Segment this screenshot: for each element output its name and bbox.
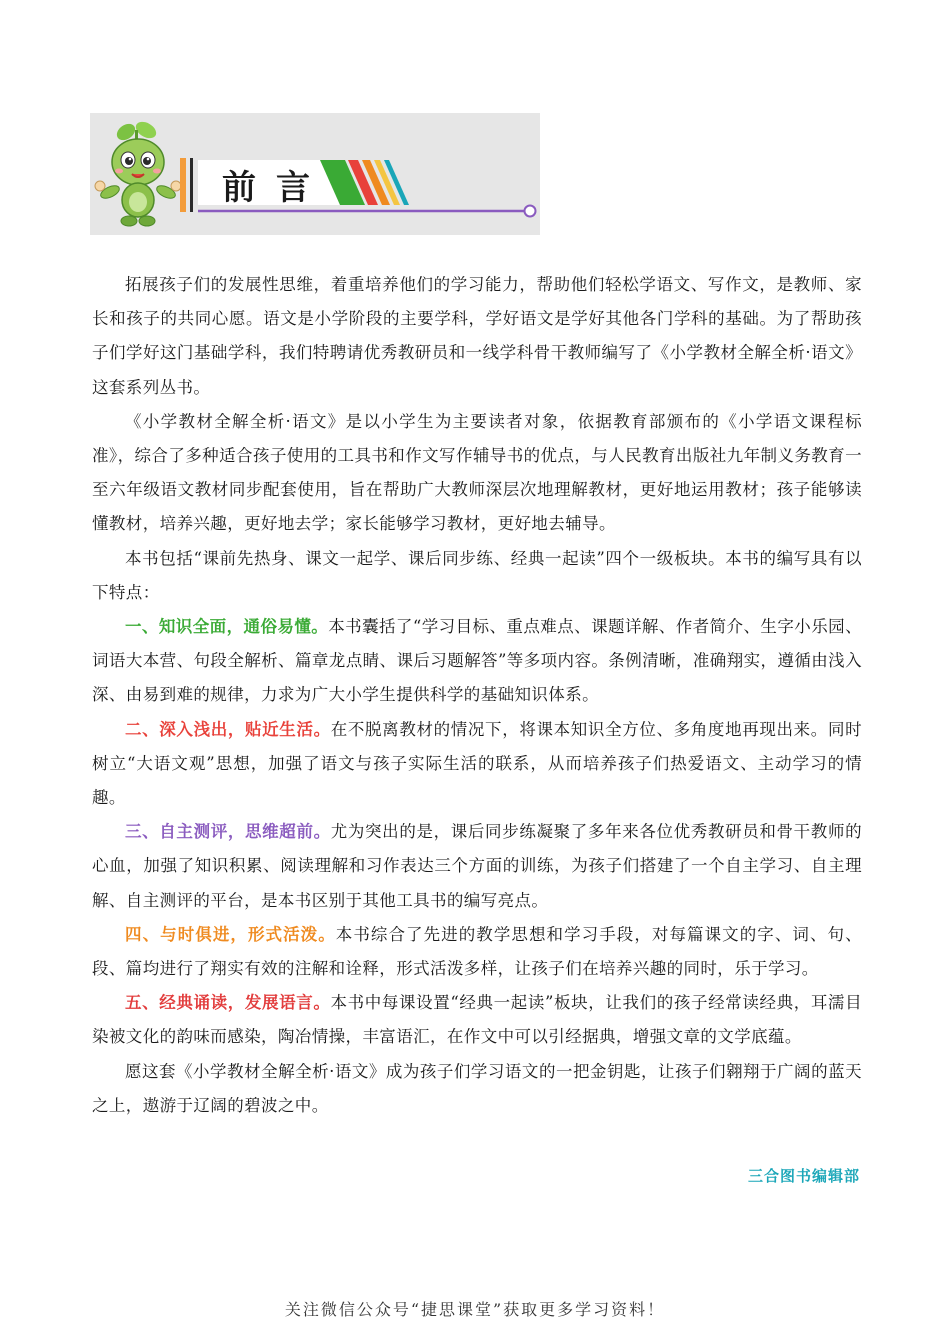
feature-2-heading: 二、深入浅出，贴近生活。 — [125, 719, 331, 739]
paragraph-description: 《小学教材全解全析·语文》是以小学生为主要读者对象，依据教育部颁布的《小学语文课程标准》，综合了多种适合孩子使用的工具书和作文写作辅导书的优点，与人民教育出版社九年制义务教育一至六年级语文教材同步配套使用，旨在帮助广大教师深层次地理解教材，更好地运用教材；孩子能够读懂教材，培养兴趣，更好地去学；家长能够学习教材，更好地去辅导。 — [92, 411, 862, 534]
feature-2-text: 在不脱离教材的情况下，将课本知识全方位、多角度地再现出来。同时树立“大语文观”思想，加强了语文与孩子实际生活的联系，从而培养孩子们热爱语文、主动学习的情趣。 — [92, 719, 862, 808]
feature-4-text: 本书综合了先进的教学思想和学习手段，对每篇课文的字、词、句、段、篇均进行了翔实有效的注解和诠释，形式活泼多样，让孩子们在培养兴趣的同时，乐于学习。 — [92, 924, 862, 979]
feature-5-heading: 五、经典诵读，发展语言。 — [125, 993, 331, 1013]
feature-1-heading: 一、知识全面，通俗易懂。 — [125, 617, 329, 637]
feature-5-text: 本书中每课设置“经典一起读”板块，让我们的孩子经常读经典，耳濡目染被文化的韵味而感染，陶冶情操，丰富语汇，在作文中可以引经据典，增强文章的文学底蕴。 — [92, 993, 862, 1047]
footer-notice: 关注微信公众号“捷思课堂”获取更多学习资料！ — [284, 1300, 666, 1319]
publisher-signature: 三合图书编辑部 — [747, 1167, 860, 1185]
paragraph-feature-2 — [92, 713, 862, 816]
paragraph-structure: 本书包括“课前先热身、课文一起学、课后同步练、经典一起读”四个一级板块。本书的编写具有以下特点： — [92, 548, 862, 602]
paragraph-feature-4 — [92, 918, 862, 986]
feature-4-heading: 四、与时俱进，形式活泼。 — [125, 924, 336, 944]
preface-body — [92, 268, 862, 1123]
feature-3-heading: 三、自主测评，思维超前。 — [125, 822, 331, 842]
feature-1-text: 本书囊括了“学习目标、重点难点、课题详解、作者简介、生字小乐园、词语大本营、句段全解析、篇章龙点睛、课后习题解答”等多项内容。条例清晰，准确翔实，遵循由浅入深、由易到难的规律，力求为广大小学生提供科学的基础知识体系。 — [92, 617, 862, 705]
paragraph-closing: 愿这套《小学教材全解全析·语文》成为孩子们学习语文的一把金钥匙，让孩子们翱翔于广阔的蓝天之上，遨游于辽阔的碧波之中。 — [92, 1061, 862, 1115]
paragraph-feature-5 — [92, 986, 862, 1054]
page-title: 前言 — [222, 168, 330, 208]
paragraph-intro: 拓展孩子们的发展性思维，着重培养他们的学习能力，帮助他们轻松学语文、写作文，是教师、家长和孩子的共同心愿。语文是小学阶段的主要学科，学好语文是学好其他各门学科的基础。为了帮助孩子们学好这门基础学科，我们特聘请优秀教研员和一线学科骨干教师编写了《小学教材全解全析·语文》这套系列丛书。 — [92, 275, 862, 397]
sprout-mascot-icon — [94, 118, 184, 232]
paragraph-feature-1 — [92, 610, 862, 713]
paragraph-feature-3 — [92, 815, 862, 918]
feature-3-text: 尤为突出的是，课后同步练凝聚了多年来各位优秀教研员和骨干教师的心血，加强了知识积累、阅读理解和习作表达三个方面的训练，为孩子们搭建了一个自主学习、自主理解、自主测评的平台，是本书区别于其他工具书的编写亮点。 — [92, 822, 862, 910]
